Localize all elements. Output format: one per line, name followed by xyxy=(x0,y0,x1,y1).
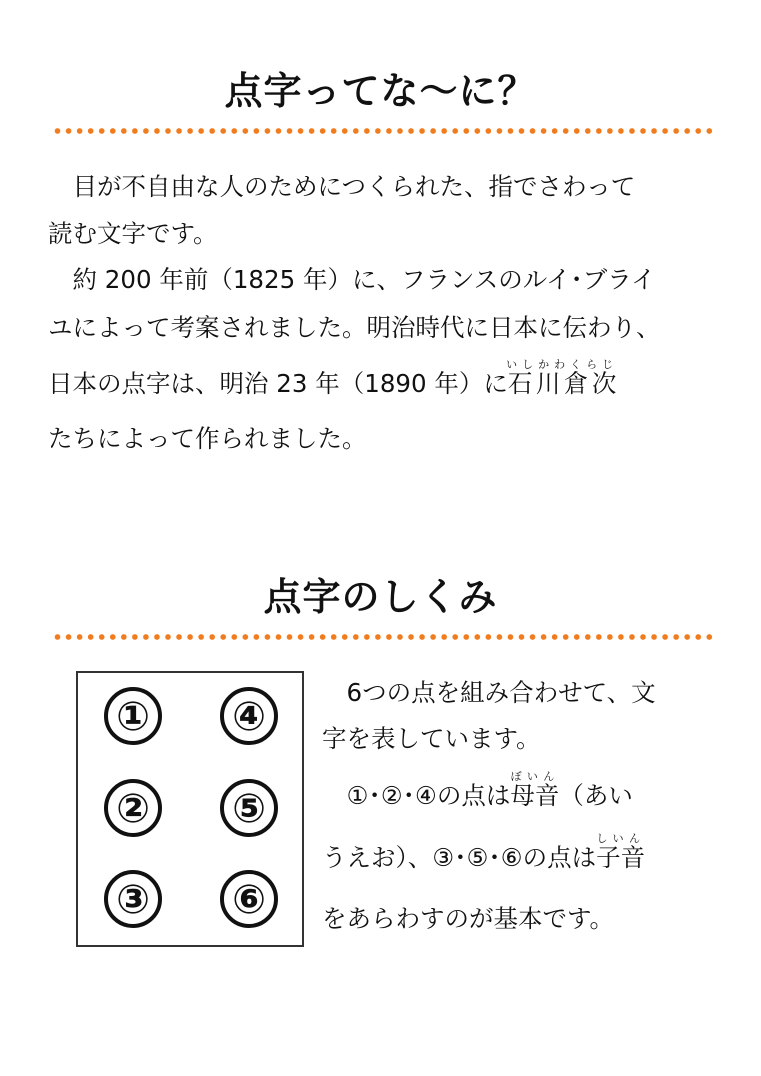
dotted-divider xyxy=(52,127,712,135)
dot-number-1: ① xyxy=(104,687,162,745)
ruby-base: 母音 xyxy=(510,781,560,810)
paragraph-line: ユによって考案されました。明治時代に日本に伝わり、 xyxy=(48,313,661,342)
paragraph-line: たちによって作られました。 xyxy=(48,424,367,453)
ruby-reading: いしかわくらじ xyxy=(506,358,619,371)
text-segment: 日本の点字は、明治 23 年（1890 年）に xyxy=(48,369,508,398)
ruby-word xyxy=(506,358,619,398)
text-segment: ①･②･④の点は xyxy=(322,781,511,810)
paragraph-line: 目が不自由な人のためにつくられた、指でさわって xyxy=(48,172,636,201)
dot-number-3: ③ xyxy=(104,870,162,928)
paragraph-line xyxy=(322,770,633,813)
paragraph-line: 約 200 年前（1825 年）に、フランスのルイ･ブライ xyxy=(48,265,656,294)
paragraph-line: 6つの点を組み合わせて、文 xyxy=(322,678,656,707)
ruby-word xyxy=(510,770,560,810)
text-segment: うえお）、③･⑤･⑥の点は xyxy=(322,843,597,872)
ruby-base: 石川倉次 xyxy=(506,369,619,398)
dot-number-6: ⑥ xyxy=(220,870,278,928)
ruby-reading: しいん xyxy=(596,832,646,845)
dot-number-2: ② xyxy=(104,779,162,837)
paragraph-line: 読む文字です。 xyxy=(48,219,218,248)
dot-number-4: ④ xyxy=(220,687,278,745)
ruby-base: 子音 xyxy=(596,843,646,872)
page-title: 点字ってな～に？ xyxy=(224,69,537,113)
text-segment: （あい xyxy=(559,781,633,810)
ruby-word xyxy=(596,832,646,872)
paragraph-line xyxy=(48,358,618,401)
section-title: 点字のしくみ xyxy=(263,575,498,619)
paragraph-line: 字を表しています。 xyxy=(322,724,541,753)
dotted-divider xyxy=(52,633,712,641)
ruby-reading: ぼいん xyxy=(510,770,560,783)
paragraph-line xyxy=(322,832,645,875)
dot-number-5: ⑤ xyxy=(220,779,278,837)
paragraph-line: をあらわすのが基本です。 xyxy=(322,904,615,933)
braille-cell-diagram xyxy=(76,671,304,947)
